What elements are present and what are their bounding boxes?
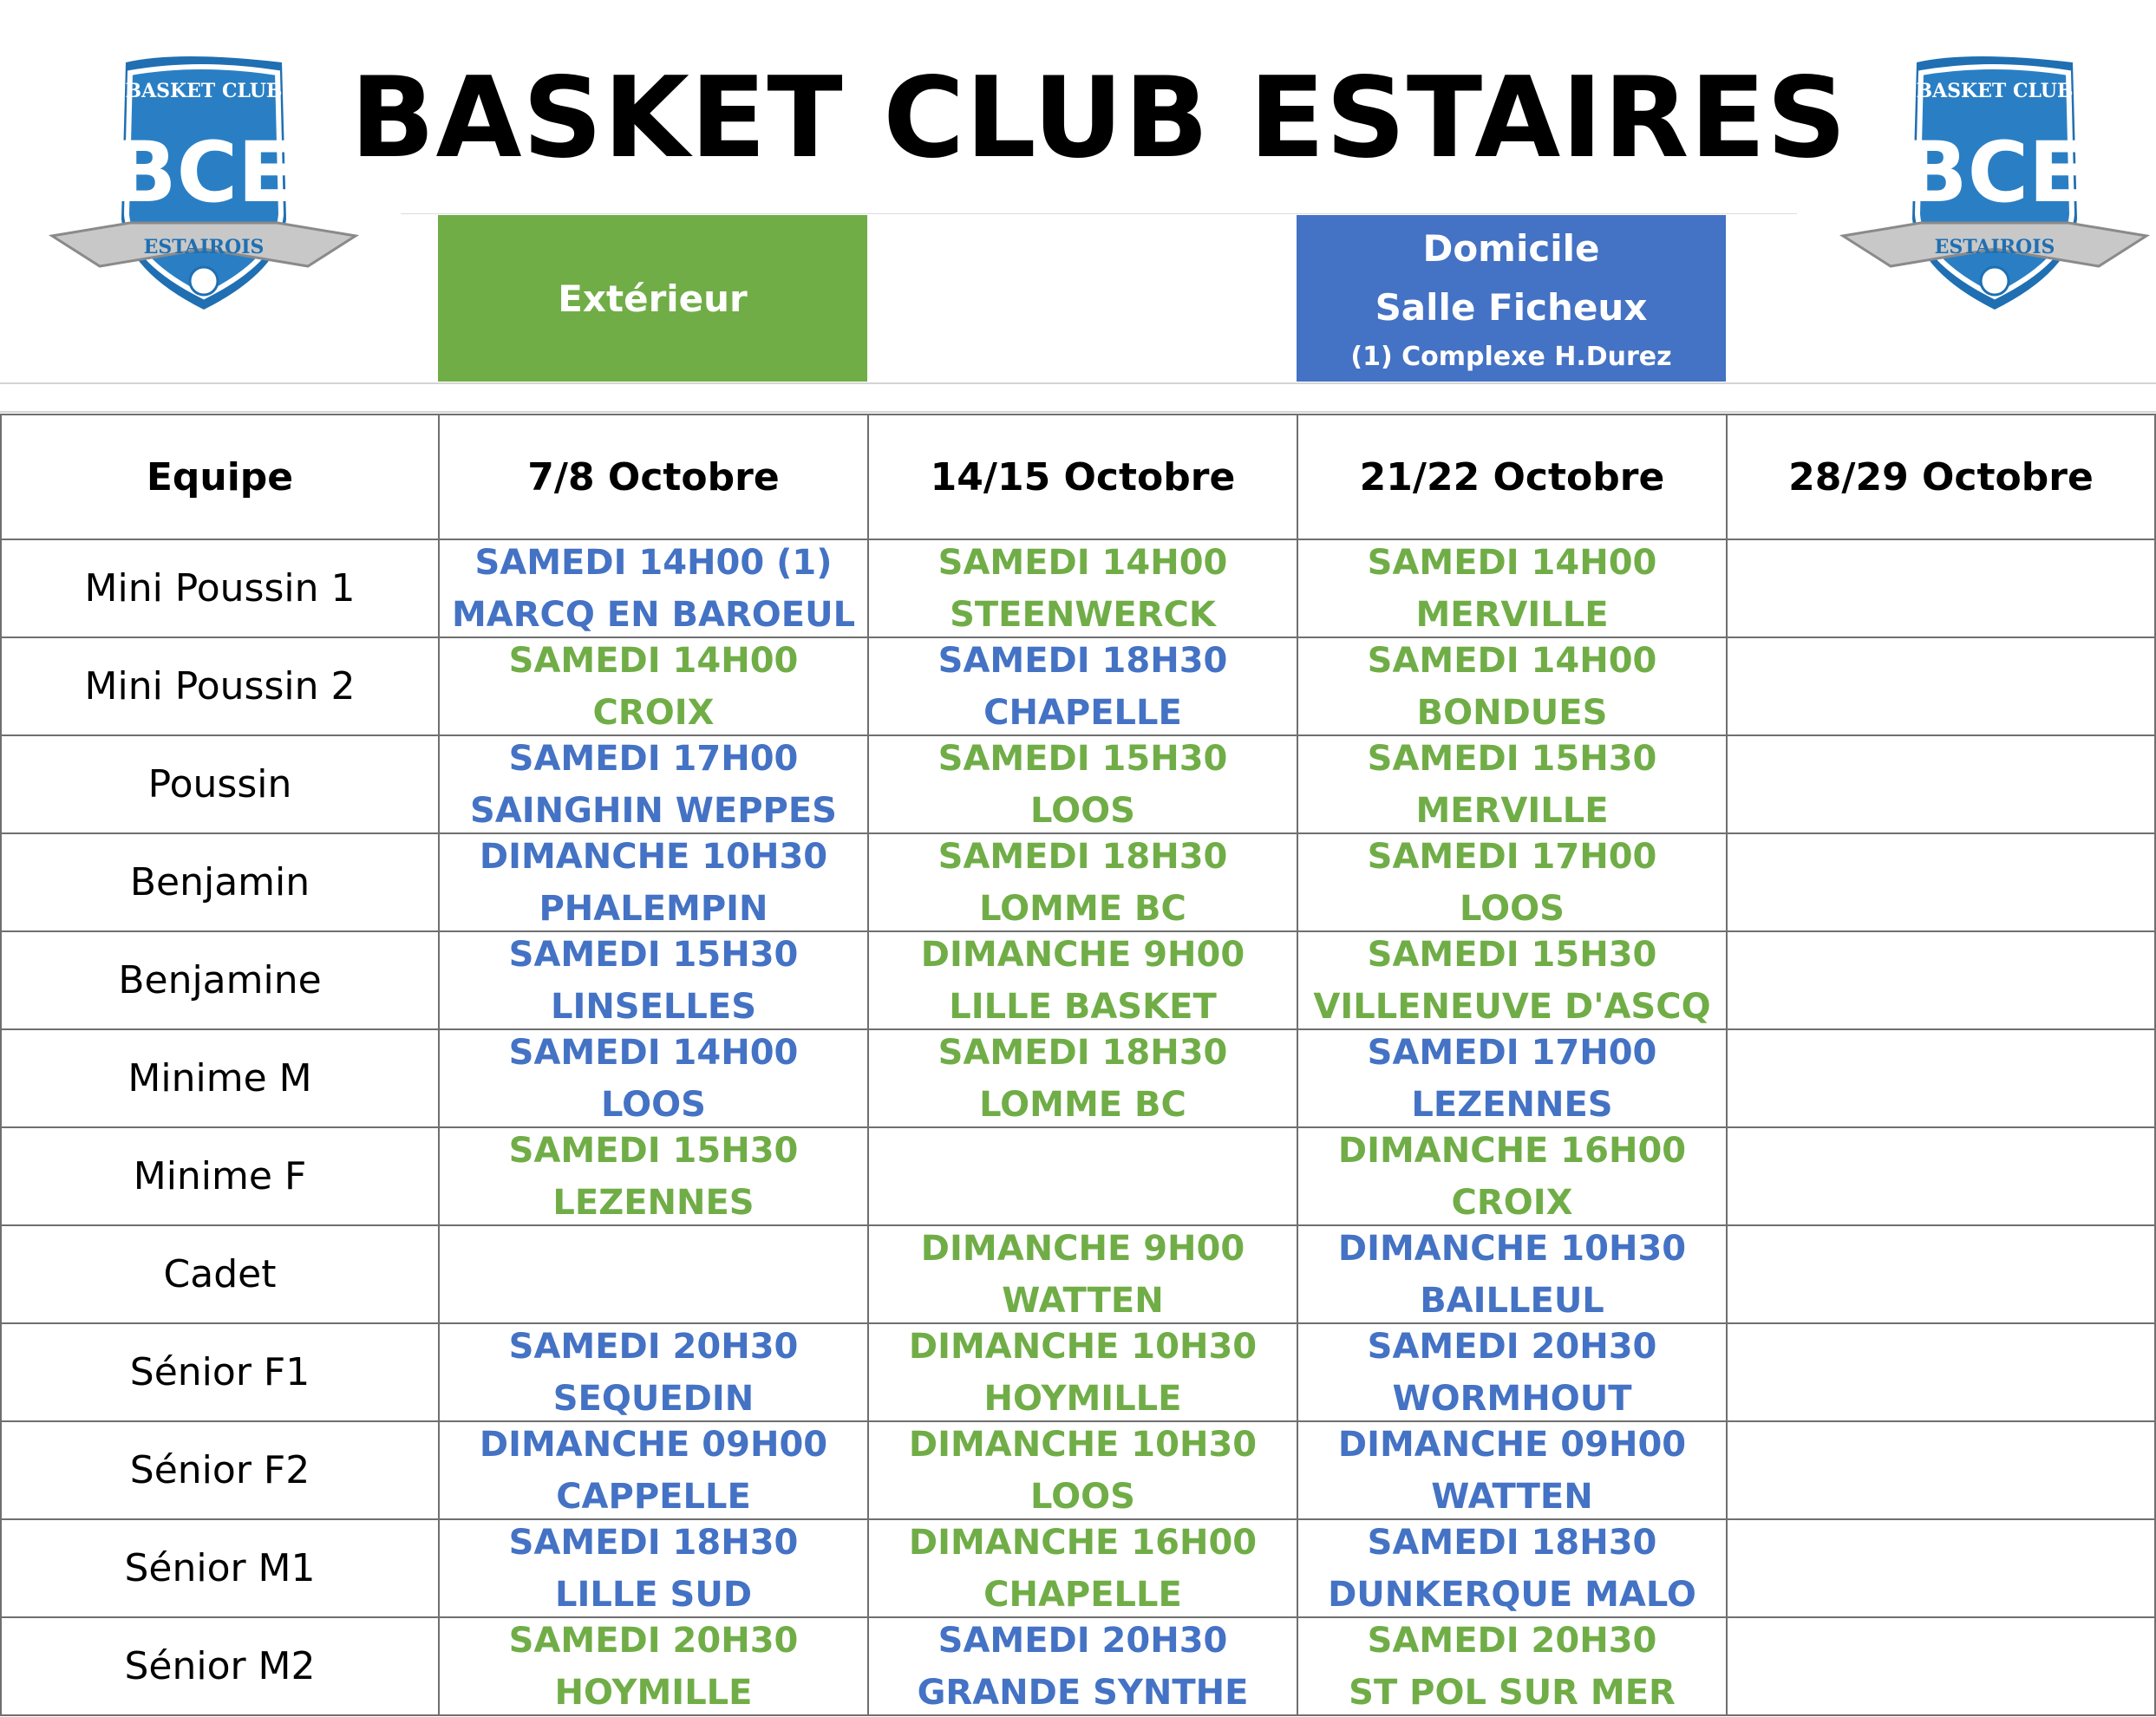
legend-home xyxy=(1297,215,1726,382)
game-time: DIMANCHE 10H30 xyxy=(908,1326,1258,1367)
legend-home-title: Domicile xyxy=(1422,227,1600,270)
game-cell xyxy=(439,931,868,1029)
game-cell xyxy=(439,1029,868,1127)
game-time: SAMEDI 20H30 xyxy=(1367,1326,1657,1367)
column-header: 28/29 Octobre xyxy=(1727,415,2155,539)
game-cell xyxy=(1727,637,2155,735)
game-cell xyxy=(1727,1519,2155,1617)
game-cell xyxy=(439,1225,868,1323)
team-name: Sénior M2 xyxy=(1,1617,439,1715)
legend-home-note: (1) Complexe H.Durez xyxy=(1350,342,1672,372)
svg-text:ESTAIROIS: ESTAIROIS xyxy=(1934,236,2055,258)
home-game xyxy=(440,932,867,1028)
column-header: Equipe xyxy=(1,415,439,539)
game-cell xyxy=(868,735,1297,833)
legend-home-venue: Salle Ficheux xyxy=(1375,286,1648,329)
divider xyxy=(0,382,2156,384)
home-game xyxy=(440,1422,867,1518)
away-game xyxy=(1298,834,1726,930)
team-name: Poussin xyxy=(1,735,439,833)
game-cell xyxy=(1297,1617,1727,1715)
game-opponent: LOOS xyxy=(1030,790,1135,831)
away-game xyxy=(440,638,867,734)
away-game xyxy=(869,1422,1297,1518)
game-time: SAMEDI 15H30 xyxy=(1367,738,1657,779)
away-game xyxy=(1298,1618,1726,1714)
game-cell xyxy=(1727,1225,2155,1323)
svg-text:BASKET CLUB: BASKET CLUB xyxy=(1916,80,2074,102)
legend-away xyxy=(438,215,867,382)
home-game xyxy=(440,1520,867,1616)
game-opponent: CROIX xyxy=(592,692,715,733)
away-game xyxy=(869,736,1297,832)
away-game xyxy=(1298,638,1726,734)
away-game xyxy=(440,1618,867,1714)
game-cell xyxy=(868,1617,1297,1715)
game-time: SAMEDI 20H30 xyxy=(508,1620,799,1661)
table-row xyxy=(1,735,2155,833)
game-opponent: LOOS xyxy=(601,1084,706,1125)
home-game xyxy=(440,736,867,832)
game-cell xyxy=(868,637,1297,735)
game-opponent: SEQUEDIN xyxy=(552,1378,755,1419)
game-time: DIMANCHE 10H30 xyxy=(1337,1228,1687,1269)
game-time: SAMEDI 18H30 xyxy=(938,1032,1228,1073)
game-time: SAMEDI 14H00 (1) xyxy=(474,542,833,583)
game-cell xyxy=(1297,539,1727,637)
game-cell xyxy=(439,539,868,637)
game-opponent: CHAPELLE xyxy=(983,692,1182,733)
game-cell xyxy=(1727,539,2155,637)
game-time: SAMEDI 15H30 xyxy=(938,738,1228,779)
team-name: Minime F xyxy=(1,1127,439,1225)
game-cell xyxy=(1297,1519,1727,1617)
svg-text:BCE: BCE xyxy=(113,124,295,221)
game-time: SAMEDI 17H00 xyxy=(1367,1032,1657,1073)
game-opponent: CAPPELLE xyxy=(556,1476,751,1517)
table-row xyxy=(1,1421,2155,1519)
column-header: 7/8 Octobre xyxy=(439,415,868,539)
header-row xyxy=(1,415,2155,539)
game-cell xyxy=(868,1421,1297,1519)
game-cell xyxy=(1297,637,1727,735)
game-cell xyxy=(868,1519,1297,1617)
game-opponent: PHALEMPIN xyxy=(539,888,768,929)
game-cell xyxy=(1727,931,2155,1029)
team-name: Minime M xyxy=(1,1029,439,1127)
game-cell xyxy=(439,1421,868,1519)
game-cell xyxy=(439,1519,868,1617)
game-cell xyxy=(439,637,868,735)
game-opponent: MARCQ EN BAROEUL xyxy=(451,594,856,635)
schedule-table xyxy=(0,414,2156,1716)
game-opponent: GRANDE SYNTHE xyxy=(917,1672,1249,1713)
game-opponent: WORMHOUT xyxy=(1392,1378,1632,1419)
game-opponent: HOYMILLE xyxy=(554,1672,753,1713)
game-cell xyxy=(868,833,1297,931)
game-opponent: LOOS xyxy=(1460,888,1565,929)
home-game xyxy=(1298,1226,1726,1322)
game-time: SAMEDI 18H30 xyxy=(938,640,1228,681)
away-game xyxy=(1298,736,1726,832)
game-time: SAMEDI 17H00 xyxy=(1367,836,1657,877)
game-time: SAMEDI 18H30 xyxy=(508,1522,799,1563)
table-row xyxy=(1,1225,2155,1323)
game-cell xyxy=(1297,1127,1727,1225)
game-opponent: LILLE BASKET xyxy=(949,986,1217,1027)
game-cell xyxy=(868,1323,1297,1421)
home-game xyxy=(440,834,867,930)
game-opponent: LEZENNES xyxy=(1411,1084,1613,1125)
game-opponent: CROIX xyxy=(1451,1182,1573,1223)
game-time: DIMANCHE 10H30 xyxy=(479,836,828,877)
svg-text:BCE: BCE xyxy=(1904,124,2086,221)
game-opponent: LOMME BC xyxy=(979,888,1186,929)
game-cell xyxy=(1297,1029,1727,1127)
away-game xyxy=(1298,932,1726,1028)
team-name: Sénior F2 xyxy=(1,1421,439,1519)
game-cell xyxy=(439,833,868,931)
game-opponent: WATTEN xyxy=(1431,1476,1593,1517)
table-row xyxy=(1,833,2155,931)
game-cell xyxy=(439,1127,868,1225)
game-opponent: BONDUES xyxy=(1416,692,1608,733)
game-time: SAMEDI 14H00 xyxy=(938,542,1228,583)
away-game xyxy=(869,1324,1297,1420)
game-cell xyxy=(1297,833,1727,931)
game-opponent: CHAPELLE xyxy=(983,1574,1182,1615)
game-time: DIMANCHE 9H00 xyxy=(920,934,1245,975)
game-time: SAMEDI 15H30 xyxy=(508,934,799,975)
game-opponent: VILLENEUVE D'ASCQ xyxy=(1313,986,1711,1027)
table-row xyxy=(1,1323,2155,1421)
game-opponent: WATTEN xyxy=(1002,1280,1164,1321)
game-cell xyxy=(1727,1029,2155,1127)
team-name: Mini Poussin 1 xyxy=(1,539,439,637)
team-name: Cadet xyxy=(1,1225,439,1323)
home-game xyxy=(440,1030,867,1126)
game-time: SAMEDI 14H00 xyxy=(508,640,799,681)
game-cell xyxy=(868,1225,1297,1323)
table-row xyxy=(1,1029,2155,1127)
team-name: Sénior M1 xyxy=(1,1519,439,1617)
home-game xyxy=(1298,1030,1726,1126)
game-cell xyxy=(1297,931,1727,1029)
away-game xyxy=(869,834,1297,930)
home-game xyxy=(440,1324,867,1420)
game-opponent: BAILLEUL xyxy=(1420,1280,1604,1321)
game-opponent: SAINGHIN WEPPES xyxy=(470,790,837,831)
game-cell xyxy=(1297,1323,1727,1421)
home-game xyxy=(1298,1324,1726,1420)
game-cell xyxy=(1297,1225,1727,1323)
away-game xyxy=(1298,1128,1726,1224)
game-cell xyxy=(868,931,1297,1029)
game-opponent: ST POL SUR MER xyxy=(1349,1672,1676,1713)
column-header: 14/15 Octobre xyxy=(868,415,1297,539)
game-cell xyxy=(1727,1421,2155,1519)
divider xyxy=(0,411,2156,413)
team-name: Benjamine xyxy=(1,931,439,1029)
game-time: SAMEDI 15H30 xyxy=(508,1130,799,1171)
title-divider xyxy=(401,213,1797,214)
game-opponent: LEZENNES xyxy=(552,1182,755,1223)
game-opponent: MERVILLE xyxy=(1415,594,1609,635)
away-game xyxy=(1298,540,1726,637)
club-logo-left xyxy=(48,54,360,340)
game-cell xyxy=(1297,1421,1727,1519)
game-cell xyxy=(868,539,1297,637)
game-opponent: LINSELLES xyxy=(550,986,757,1027)
table-row xyxy=(1,1127,2155,1225)
game-time: SAMEDI 20H30 xyxy=(938,1620,1228,1661)
game-cell xyxy=(1297,735,1727,833)
column-header: 21/22 Octobre xyxy=(1297,415,1727,539)
home-game xyxy=(1298,1520,1726,1616)
game-cell xyxy=(1727,1127,2155,1225)
game-time: SAMEDI 14H00 xyxy=(1367,640,1657,681)
game-time: SAMEDI 15H30 xyxy=(1367,934,1657,975)
table-row xyxy=(1,539,2155,637)
game-time: SAMEDI 20H30 xyxy=(508,1326,799,1367)
home-game xyxy=(869,1618,1297,1714)
game-time: SAMEDI 20H30 xyxy=(1367,1620,1657,1661)
table-row xyxy=(1,637,2155,735)
table-row xyxy=(1,931,2155,1029)
game-opponent: HOYMILLE xyxy=(983,1378,1182,1419)
game-opponent: STEENWERCK xyxy=(950,594,1216,635)
game-time: SAMEDI 18H30 xyxy=(1367,1522,1657,1563)
game-time: DIMANCHE 16H00 xyxy=(1337,1130,1687,1171)
game-cell xyxy=(868,1127,1297,1225)
game-time: SAMEDI 18H30 xyxy=(938,836,1228,877)
legend-away-label: Extérieur xyxy=(558,277,748,320)
table-row xyxy=(1,1519,2155,1617)
away-game xyxy=(869,1226,1297,1322)
game-cell xyxy=(1727,735,2155,833)
game-time: DIMANCHE 10H30 xyxy=(908,1424,1258,1465)
game-time: DIMANCHE 9H00 xyxy=(920,1228,1245,1269)
game-cell xyxy=(439,1323,868,1421)
team-name: Sénior F1 xyxy=(1,1323,439,1421)
game-time: SAMEDI 14H00 xyxy=(508,1032,799,1073)
club-logo-right xyxy=(1839,54,2151,340)
away-game xyxy=(869,1520,1297,1616)
game-opponent: MERVILLE xyxy=(1415,790,1609,831)
table-row xyxy=(1,1617,2155,1715)
game-cell xyxy=(1727,833,2155,931)
game-time: DIMANCHE 09H00 xyxy=(1337,1424,1687,1465)
game-opponent: LOMME BC xyxy=(979,1084,1186,1125)
page-title: BASKET CLUB ESTAIRES xyxy=(350,53,1848,183)
team-name: Benjamin xyxy=(1,833,439,931)
svg-text:BASKET CLUB: BASKET CLUB xyxy=(125,80,283,102)
game-cell xyxy=(439,735,868,833)
game-cell xyxy=(439,1617,868,1715)
away-game xyxy=(869,1030,1297,1126)
team-name: Mini Poussin 2 xyxy=(1,637,439,735)
game-cell xyxy=(1727,1617,2155,1715)
home-game xyxy=(869,638,1297,734)
game-time: SAMEDI 14H00 xyxy=(1367,542,1657,583)
home-game xyxy=(440,540,867,637)
game-opponent: DUNKERQUE MALO xyxy=(1328,1574,1696,1615)
game-cell xyxy=(1727,1323,2155,1421)
away-game xyxy=(869,540,1297,637)
game-time: SAMEDI 17H00 xyxy=(508,738,799,779)
home-game xyxy=(1298,1422,1726,1518)
away-game xyxy=(440,1128,867,1224)
game-cell xyxy=(868,1029,1297,1127)
game-opponent: LILLE SUD xyxy=(554,1574,753,1615)
schedule-body xyxy=(1,539,2155,1715)
game-opponent: LOOS xyxy=(1030,1476,1135,1517)
game-time: DIMANCHE 09H00 xyxy=(479,1424,828,1465)
game-time: DIMANCHE 16H00 xyxy=(908,1522,1258,1563)
away-game xyxy=(869,932,1297,1028)
svg-text:ESTAIROIS: ESTAIROIS xyxy=(143,236,265,258)
